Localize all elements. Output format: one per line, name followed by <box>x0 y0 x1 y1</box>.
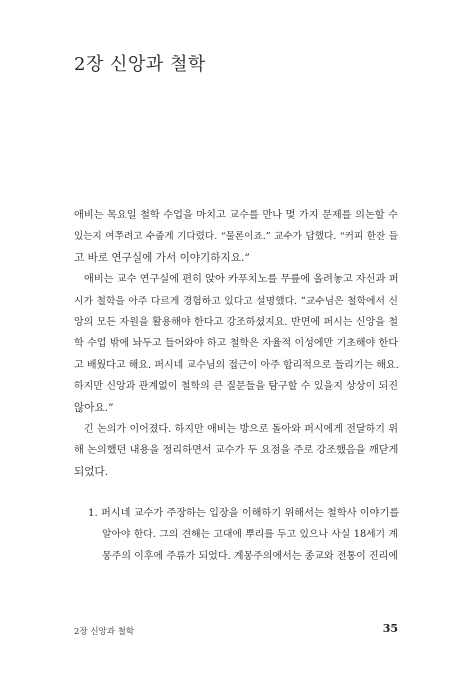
text-line: 1. 퍼시네 교수가 주장하는 입장을 이해하기 위해서는 철학사 이야기를 <box>88 508 400 520</box>
text-line: 해 논의했던 내용을 정리하면서 교수가 두 요점을 주로 강조했음을 깨닫게 <box>74 445 399 457</box>
spacer <box>74 483 398 503</box>
text-line: 고 바로 연구실에 가서 이야기하지요.” <box>74 251 250 264</box>
text-line: 긴 논의가 이어졌다. 하지만 애비는 방으로 돌아와 퍼시에게 전달하기 위 <box>84 423 398 435</box>
text-line: 학 수업 밖에 놔두고 들어와야 하고 철학은 자율적 이성에만 기초해야 한다 <box>74 338 398 350</box>
text-line: 애비는 목요일 철학 수업을 마치고 교수를 만나 몇 가지 문제를 의논할 수 <box>74 210 398 221</box>
text-line: 앙의 모든 자원을 활용해야 한다고 강조하셨지요. 반면에 퍼시는 신앙을 철 <box>74 316 398 328</box>
chapter-title: 2장 신앙과 철학 <box>74 54 206 75</box>
text-line: 알아야 한다. 그의 견해는 고대에 뿌리를 두고 있으나 사실 18세기 계 <box>102 529 398 541</box>
running-head: 2장 신앙과 철학 <box>74 627 135 637</box>
page-number: 35 <box>382 622 398 635</box>
text-line: 되었다. <box>74 465 109 478</box>
paragraph <box>74 205 398 269</box>
text-line: 애비는 교수 연구실에 편히 앉아 카푸치노를 무릎에 올려놓고 자신과 퍼 <box>84 274 399 286</box>
text-line: 고 배웠다고 해요. 퍼시네 교수님의 접근이 아주 합리적으로 들리기는 해요. <box>74 359 399 371</box>
text-line: 몽주의 이후에 주류가 되었다. 계몽주의에서는 종교와 전통이 진리에 <box>102 550 398 562</box>
paragraph <box>74 419 398 483</box>
list-item <box>88 503 398 567</box>
text-line: 있는지 여쭈려고 수줍게 기다렸다. “물론이죠.” 교수가 답했다. “커피 한잔 들 <box>74 231 398 243</box>
paragraph <box>74 269 398 419</box>
text-line: 하지만 신앙과 관계없이 철학의 큰 질문들을 탐구할 수 있을지 상상이 되진 <box>74 381 398 393</box>
numbered-list <box>74 503 398 567</box>
text-line: 않아요.” <box>74 401 114 414</box>
body-text <box>74 205 398 567</box>
text-line: 시가 철학을 아주 다르게 경험하고 있다고 설명했다. “교수님은 철학에서 신 <box>74 295 398 307</box>
